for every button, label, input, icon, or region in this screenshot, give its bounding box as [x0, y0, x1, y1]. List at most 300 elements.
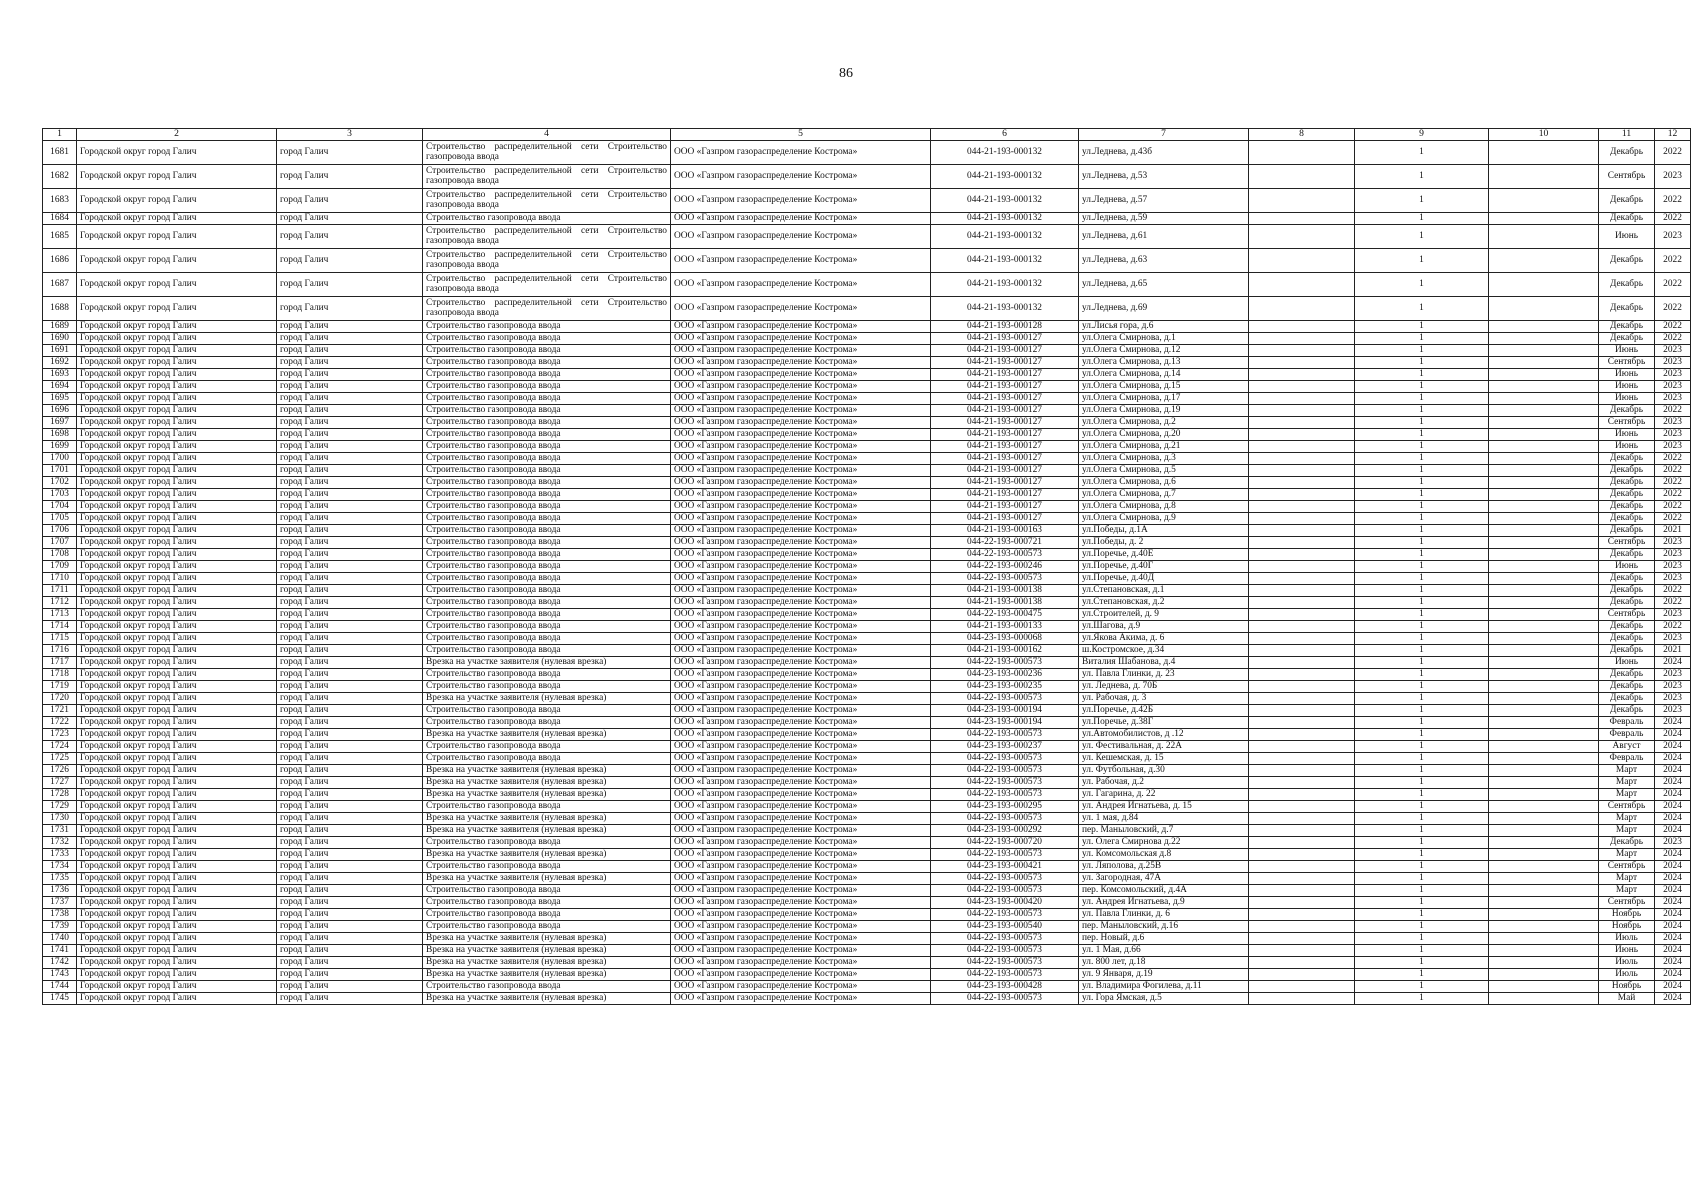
cell-work-type: Строительство газопровода ввода — [423, 908, 671, 920]
table-row — [43, 224, 1691, 248]
cell-tu-number: 044-22-193-000573 — [931, 764, 1079, 776]
cell-count: 1 — [1355, 512, 1489, 524]
table-row — [43, 764, 1691, 776]
cell-work-type: Строительство газопровода ввода — [423, 572, 671, 584]
cell-month: Декабрь — [1599, 548, 1655, 560]
cell-work-type: Врезка на участке заявителя (нулевая врезка) — [423, 776, 671, 788]
cell-municipality: Городской округ город Галич — [77, 788, 277, 800]
cell-settlement: город Галич — [277, 452, 423, 464]
cell-row-number: 1700 — [43, 452, 77, 464]
cell-work-type: Врезка на участке заявителя (нулевая врезка) — [423, 812, 671, 824]
cell-municipality: Городской округ город Галич — [77, 680, 277, 692]
table-row — [43, 548, 1691, 560]
table-row — [43, 380, 1691, 392]
table-row — [43, 740, 1691, 752]
cell-row-number: 1701 — [43, 464, 77, 476]
cell-work-type: Строительство газопровода ввода — [423, 428, 671, 440]
cell-address: ул.Олега Смирнова, д.13 — [1079, 356, 1249, 368]
cell-address: ул.Леднева, д.57 — [1079, 188, 1249, 212]
cell-count: 1 — [1355, 776, 1489, 788]
cell-count: 1 — [1355, 944, 1489, 956]
cell-tu-number: 044-21-193-000132 — [931, 272, 1079, 296]
cell-col-8 — [1249, 368, 1355, 380]
cell-month: Март — [1599, 824, 1655, 836]
cell-settlement: город Галич — [277, 632, 423, 644]
cell-col-8 — [1249, 824, 1355, 836]
cell-row-number: 1739 — [43, 920, 77, 932]
cell-settlement: город Галич — [277, 584, 423, 596]
col-header-9: 9 — [1355, 129, 1489, 141]
cell-col-10 — [1489, 500, 1599, 512]
cell-col-8 — [1249, 812, 1355, 824]
cell-col-8 — [1249, 332, 1355, 344]
cell-month: Июнь — [1599, 560, 1655, 572]
cell-col-10 — [1489, 656, 1599, 668]
cell-work-type: Строительство газопровода ввода — [423, 452, 671, 464]
cell-municipality: Городской округ город Галич — [77, 572, 277, 584]
cell-month: Декабрь — [1599, 524, 1655, 536]
cell-count: 1 — [1355, 908, 1489, 920]
cell-organization: ООО «Газпром газораспределение Кострома» — [671, 476, 931, 488]
page-number: 86 — [839, 66, 853, 81]
cell-settlement: город Галич — [277, 692, 423, 704]
cell-work-type: Строительство распределительной сети Строительство газопровода ввода — [423, 164, 671, 188]
cell-settlement: город Галич — [277, 524, 423, 536]
table-row — [43, 908, 1691, 920]
cell-address: ул.Шагова, д.9 — [1079, 620, 1249, 632]
cell-address: ул.Олега Смирнова, д.2 — [1079, 416, 1249, 428]
cell-tu-number: 044-21-193-000127 — [931, 440, 1079, 452]
cell-year: 2024 — [1655, 752, 1691, 764]
cell-col-8 — [1249, 212, 1355, 224]
table-row — [43, 932, 1691, 944]
cell-col-10 — [1489, 968, 1599, 980]
cell-settlement: город Галич — [277, 404, 423, 416]
cell-col-8 — [1249, 740, 1355, 752]
cell-work-type: Строительство газопровода ввода — [423, 416, 671, 428]
cell-tu-number: 044-22-193-000573 — [931, 776, 1079, 788]
cell-col-10 — [1489, 956, 1599, 968]
table-row — [43, 872, 1691, 884]
cell-municipality: Городской округ город Галич — [77, 716, 277, 728]
cell-count: 1 — [1355, 344, 1489, 356]
cell-settlement: город Галич — [277, 212, 423, 224]
cell-month: Март — [1599, 764, 1655, 776]
cell-row-number: 1681 — [43, 140, 77, 164]
cell-municipality: Городской округ город Галич — [77, 356, 277, 368]
cell-year: 2024 — [1655, 980, 1691, 992]
cell-settlement: город Галич — [277, 836, 423, 848]
cell-municipality: Городской округ город Галич — [77, 296, 277, 320]
cell-municipality: Городской округ город Галич — [77, 224, 277, 248]
cell-row-number: 1697 — [43, 416, 77, 428]
cell-tu-number: 044-21-193-000127 — [931, 356, 1079, 368]
cell-col-8 — [1249, 476, 1355, 488]
cell-organization: ООО «Газпром газораспределение Кострома» — [671, 272, 931, 296]
cell-tu-number: 044-21-193-000127 — [931, 392, 1079, 404]
cell-settlement: город Галич — [277, 536, 423, 548]
cell-municipality: Городской округ город Галич — [77, 164, 277, 188]
cell-col-8 — [1249, 296, 1355, 320]
cell-work-type: Строительство газопровода ввода — [423, 392, 671, 404]
cell-count: 1 — [1355, 584, 1489, 596]
table-row — [43, 272, 1691, 296]
cell-work-type: Строительство газопровода ввода — [423, 860, 671, 872]
cell-year: 2024 — [1655, 728, 1691, 740]
cell-col-10 — [1489, 272, 1599, 296]
cell-tu-number: 044-22-193-000573 — [931, 752, 1079, 764]
cell-work-type: Строительство газопровода ввода — [423, 380, 671, 392]
cell-count: 1 — [1355, 920, 1489, 932]
cell-month: Март — [1599, 812, 1655, 824]
cell-municipality: Городской округ город Галич — [77, 752, 277, 764]
cell-year: 2023 — [1655, 416, 1691, 428]
cell-municipality: Городской округ город Галич — [77, 848, 277, 860]
table-row — [43, 440, 1691, 452]
cell-settlement: город Галич — [277, 500, 423, 512]
cell-municipality: Городской округ город Галич — [77, 368, 277, 380]
cell-count: 1 — [1355, 764, 1489, 776]
cell-month: Декабрь — [1599, 680, 1655, 692]
cell-settlement: город Галич — [277, 440, 423, 452]
cell-settlement: город Галич — [277, 356, 423, 368]
cell-col-8 — [1249, 884, 1355, 896]
col-header-8: 8 — [1249, 129, 1355, 141]
cell-address: ул. Владимира Фогилева, д.11 — [1079, 980, 1249, 992]
table-row — [43, 188, 1691, 212]
cell-organization: ООО «Газпром газораспределение Кострома» — [671, 428, 931, 440]
cell-count: 1 — [1355, 596, 1489, 608]
cell-count: 1 — [1355, 680, 1489, 692]
cell-tu-number: 044-23-193-000420 — [931, 896, 1079, 908]
cell-tu-number: 044-21-193-000127 — [931, 512, 1079, 524]
cell-tu-number: 044-21-193-000127 — [931, 368, 1079, 380]
cell-settlement: город Галич — [277, 980, 423, 992]
cell-col-10 — [1489, 344, 1599, 356]
cell-col-8 — [1249, 800, 1355, 812]
cell-col-8 — [1249, 860, 1355, 872]
table-row — [43, 980, 1691, 992]
cell-count: 1 — [1355, 740, 1489, 752]
cell-tu-number: 044-21-193-000128 — [931, 320, 1079, 332]
table-row — [43, 344, 1691, 356]
cell-settlement: город Галич — [277, 548, 423, 560]
cell-count: 1 — [1355, 848, 1489, 860]
cell-address: пер. Маныловский, д.16 — [1079, 920, 1249, 932]
cell-col-10 — [1489, 752, 1599, 764]
cell-address: ул.Олега Смирнова, д.15 — [1079, 380, 1249, 392]
cell-count: 1 — [1355, 752, 1489, 764]
cell-row-number: 1692 — [43, 356, 77, 368]
cell-address: пер. Новый, д.6 — [1079, 932, 1249, 944]
cell-work-type: Строительство газопровода ввода — [423, 320, 671, 332]
cell-month: Март — [1599, 884, 1655, 896]
cell-month: Декабрь — [1599, 488, 1655, 500]
cell-row-number: 1723 — [43, 728, 77, 740]
cell-work-type: Врезка на участке заявителя (нулевая врезка) — [423, 944, 671, 956]
cell-col-10 — [1489, 572, 1599, 584]
cell-count: 1 — [1355, 704, 1489, 716]
cell-year: 2023 — [1655, 572, 1691, 584]
cell-month: Декабрь — [1599, 404, 1655, 416]
cell-address: пер. Маныловский, д.7 — [1079, 824, 1249, 836]
cell-organization: ООО «Газпром газораспределение Кострома» — [671, 536, 931, 548]
cell-year: 2024 — [1655, 812, 1691, 824]
cell-year: 2022 — [1655, 272, 1691, 296]
cell-row-number: 1729 — [43, 800, 77, 812]
cell-count: 1 — [1355, 728, 1489, 740]
table-row — [43, 896, 1691, 908]
table-row — [43, 800, 1691, 812]
table-row — [43, 788, 1691, 800]
cell-municipality: Городской округ город Галич — [77, 584, 277, 596]
cell-row-number: 1719 — [43, 680, 77, 692]
cell-col-8 — [1249, 188, 1355, 212]
cell-organization: ООО «Газпром газораспределение Кострома» — [671, 572, 931, 584]
cell-count: 1 — [1355, 212, 1489, 224]
cell-month: Февраль — [1599, 752, 1655, 764]
cell-count: 1 — [1355, 188, 1489, 212]
table-row — [43, 248, 1691, 272]
cell-work-type: Строительство газопровода ввода — [423, 980, 671, 992]
cell-col-8 — [1249, 920, 1355, 932]
cell-municipality: Городской округ город Галич — [77, 704, 277, 716]
cell-address: ул.Победы, д.1А — [1079, 524, 1249, 536]
cell-address: ул. 9 Января, д.19 — [1079, 968, 1249, 980]
cell-address: ул. 800 лет, д.18 — [1079, 956, 1249, 968]
cell-col-10 — [1489, 764, 1599, 776]
cell-organization: ООО «Газпром газораспределение Кострома» — [671, 512, 931, 524]
cell-settlement: город Галич — [277, 476, 423, 488]
cell-tu-number: 044-23-193-000194 — [931, 704, 1079, 716]
cell-municipality: Городской округ город Галич — [77, 836, 277, 848]
cell-address: ул.Поречье, д.40Е — [1079, 548, 1249, 560]
table-body — [43, 140, 1691, 1004]
cell-organization: ООО «Газпром газораспределение Кострома» — [671, 908, 931, 920]
cell-work-type: Строительство распределительной сети Строительство газопровода ввода — [423, 188, 671, 212]
cell-col-10 — [1489, 140, 1599, 164]
col-header-11: 11 — [1599, 129, 1655, 141]
cell-year: 2022 — [1655, 140, 1691, 164]
cell-row-number: 1691 — [43, 344, 77, 356]
cell-year: 2021 — [1655, 644, 1691, 656]
cell-month: Декабрь — [1599, 584, 1655, 596]
table-row — [43, 920, 1691, 932]
cell-col-10 — [1489, 332, 1599, 344]
cell-organization: ООО «Газпром газораспределение Кострома» — [671, 584, 931, 596]
cell-work-type: Строительство газопровода ввода — [423, 896, 671, 908]
cell-row-number: 1725 — [43, 752, 77, 764]
cell-row-number: 1706 — [43, 524, 77, 536]
cell-address: ул.Олега Смирнова, д.1 — [1079, 332, 1249, 344]
cell-tu-number: 044-22-193-000573 — [931, 812, 1079, 824]
cell-work-type: Строительство газопровода ввода — [423, 680, 671, 692]
cell-col-10 — [1489, 836, 1599, 848]
cell-row-number: 1717 — [43, 656, 77, 668]
table-row — [43, 320, 1691, 332]
cell-month: Сентябрь — [1599, 860, 1655, 872]
cell-organization: ООО «Газпром газораспределение Кострома» — [671, 644, 931, 656]
cell-col-8 — [1249, 944, 1355, 956]
cell-organization: ООО «Газпром газораспределение Кострома» — [671, 704, 931, 716]
cell-tu-number: 044-22-193-000573 — [931, 692, 1079, 704]
cell-year: 2024 — [1655, 932, 1691, 944]
cell-municipality: Городской округ город Галич — [77, 692, 277, 704]
table-row — [43, 212, 1691, 224]
cell-tu-number: 044-22-193-000721 — [931, 536, 1079, 548]
cell-col-8 — [1249, 992, 1355, 1004]
cell-row-number: 1698 — [43, 428, 77, 440]
col-header-2: 2 — [77, 129, 277, 141]
cell-address: ул.Леднева, д.43б — [1079, 140, 1249, 164]
cell-work-type: Врезка на участке заявителя (нулевая врезка) — [423, 872, 671, 884]
cell-organization: ООО «Газпром газораспределение Кострома» — [671, 944, 931, 956]
cell-settlement: город Галич — [277, 224, 423, 248]
cell-count: 1 — [1355, 356, 1489, 368]
cell-organization: ООО «Газпром газораспределение Кострома» — [671, 764, 931, 776]
cell-month: Декабрь — [1599, 644, 1655, 656]
cell-settlement: город Галич — [277, 296, 423, 320]
cell-year: 2024 — [1655, 920, 1691, 932]
cell-col-8 — [1249, 620, 1355, 632]
cell-year: 2022 — [1655, 332, 1691, 344]
cell-row-number: 1696 — [43, 404, 77, 416]
cell-col-10 — [1489, 296, 1599, 320]
cell-settlement: город Галич — [277, 920, 423, 932]
cell-row-number: 1684 — [43, 212, 77, 224]
cell-municipality: Городской округ город Галич — [77, 860, 277, 872]
cell-organization: ООО «Газпром газораспределение Кострома» — [671, 788, 931, 800]
cell-address: ул.Олега Смирнова, д.20 — [1079, 428, 1249, 440]
cell-municipality: Городской округ город Галич — [77, 344, 277, 356]
cell-settlement: город Галич — [277, 824, 423, 836]
table-row — [43, 368, 1691, 380]
cell-organization: ООО «Газпром газораспределение Кострома» — [671, 452, 931, 464]
cell-address: ул. Фестивальная, д. 22А — [1079, 740, 1249, 752]
table-row — [43, 968, 1691, 980]
cell-organization: ООО «Газпром газораспределение Кострома» — [671, 224, 931, 248]
col-header-12: 12 — [1655, 129, 1691, 141]
cell-municipality: Городской округ город Галич — [77, 920, 277, 932]
cell-row-number: 1682 — [43, 164, 77, 188]
cell-month: Декабрь — [1599, 596, 1655, 608]
cell-row-number: 1689 — [43, 320, 77, 332]
cell-year: 2024 — [1655, 716, 1691, 728]
cell-tu-number: 044-21-193-000132 — [931, 164, 1079, 188]
cell-year: 2024 — [1655, 992, 1691, 1004]
cell-work-type: Строительство газопровода ввода — [423, 500, 671, 512]
cell-col-8 — [1249, 356, 1355, 368]
cell-col-8 — [1249, 788, 1355, 800]
cell-work-type: Строительство газопровода ввода — [423, 716, 671, 728]
cell-address: ул.Степановская, д.1 — [1079, 584, 1249, 596]
cell-municipality: Городской округ город Галич — [77, 272, 277, 296]
cell-organization: ООО «Газпром газораспределение Кострома» — [671, 716, 931, 728]
cell-tu-number: 044-22-193-000573 — [931, 728, 1079, 740]
cell-month: Декабрь — [1599, 620, 1655, 632]
cell-month: Сентябрь — [1599, 356, 1655, 368]
cell-count: 1 — [1355, 932, 1489, 944]
cell-organization: ООО «Газпром газораспределение Кострома» — [671, 620, 931, 632]
cell-address: ул.Олега Смирнова, д.5 — [1079, 464, 1249, 476]
cell-month: Февраль — [1599, 716, 1655, 728]
cell-col-8 — [1249, 968, 1355, 980]
col-header-1: 1 — [43, 129, 77, 141]
cell-municipality: Городской округ город Галич — [77, 524, 277, 536]
cell-year: 2023 — [1655, 704, 1691, 716]
cell-organization: ООО «Газпром газораспределение Кострома» — [671, 416, 931, 428]
cell-tu-number: 044-22-193-000573 — [931, 788, 1079, 800]
cell-work-type: Строительство газопровода ввода — [423, 584, 671, 596]
cell-count: 1 — [1355, 368, 1489, 380]
cell-address: ул.Поречье, д.40Д — [1079, 572, 1249, 584]
cell-address: ул. Кешемская, д. 15 — [1079, 752, 1249, 764]
cell-count: 1 — [1355, 404, 1489, 416]
cell-row-number: 1708 — [43, 548, 77, 560]
cell-address: ул.Леднева, д.69 — [1079, 296, 1249, 320]
cell-tu-number: 044-23-193-000237 — [931, 740, 1079, 752]
cell-col-10 — [1489, 488, 1599, 500]
cell-year: 2024 — [1655, 896, 1691, 908]
cell-col-8 — [1249, 272, 1355, 296]
cell-month: Февраль — [1599, 728, 1655, 740]
cell-work-type: Строительство газопровода ввода — [423, 836, 671, 848]
cell-col-8 — [1249, 980, 1355, 992]
cell-organization: ООО «Газпром газораспределение Кострома» — [671, 368, 931, 380]
cell-organization: ООО «Газпром газораспределение Кострома» — [671, 164, 931, 188]
cell-col-10 — [1489, 704, 1599, 716]
cell-address: ул. Андрея Игнатьева, д. 15 — [1079, 800, 1249, 812]
cell-year: 2023 — [1655, 692, 1691, 704]
cell-settlement: город Галич — [277, 164, 423, 188]
table-row — [43, 956, 1691, 968]
cell-municipality: Городской округ город Галич — [77, 800, 277, 812]
cell-month: Август — [1599, 740, 1655, 752]
cell-address: ул. Рабочая, д.2 — [1079, 776, 1249, 788]
cell-col-10 — [1489, 632, 1599, 644]
table-row — [43, 392, 1691, 404]
cell-address: ул.Леднева, д.61 — [1079, 224, 1249, 248]
cell-work-type: Строительство газопровода ввода — [423, 356, 671, 368]
cell-year: 2022 — [1655, 248, 1691, 272]
cell-work-type: Строительство газопровода ввода — [423, 740, 671, 752]
table-row — [43, 836, 1691, 848]
cell-tu-number: 044-21-193-000132 — [931, 140, 1079, 164]
cell-year: 2022 — [1655, 584, 1691, 596]
table-row — [43, 452, 1691, 464]
cell-col-10 — [1489, 644, 1599, 656]
cell-address: ул.Лисья гора, д.6 — [1079, 320, 1249, 332]
cell-col-8 — [1249, 320, 1355, 332]
cell-municipality: Городской округ город Галич — [77, 332, 277, 344]
cell-municipality: Городской округ город Галич — [77, 548, 277, 560]
cell-month: Декабрь — [1599, 632, 1655, 644]
cell-year: 2024 — [1655, 824, 1691, 836]
cell-organization: ООО «Газпром газораспределение Кострома» — [671, 320, 931, 332]
cell-year: 2023 — [1655, 836, 1691, 848]
table-row — [43, 524, 1691, 536]
cell-municipality: Городской округ город Галич — [77, 620, 277, 632]
cell-tu-number: 044-21-193-000127 — [931, 416, 1079, 428]
cell-col-10 — [1489, 428, 1599, 440]
cell-tu-number: 044-21-193-000127 — [931, 344, 1079, 356]
cell-settlement: город Галич — [277, 272, 423, 296]
table-row — [43, 668, 1691, 680]
cell-settlement: город Галич — [277, 800, 423, 812]
cell-tu-number: 044-21-193-000132 — [931, 224, 1079, 248]
cell-work-type: Строительство газопровода ввода — [423, 644, 671, 656]
cell-address: ул.Автомобилистов, д .12 — [1079, 728, 1249, 740]
